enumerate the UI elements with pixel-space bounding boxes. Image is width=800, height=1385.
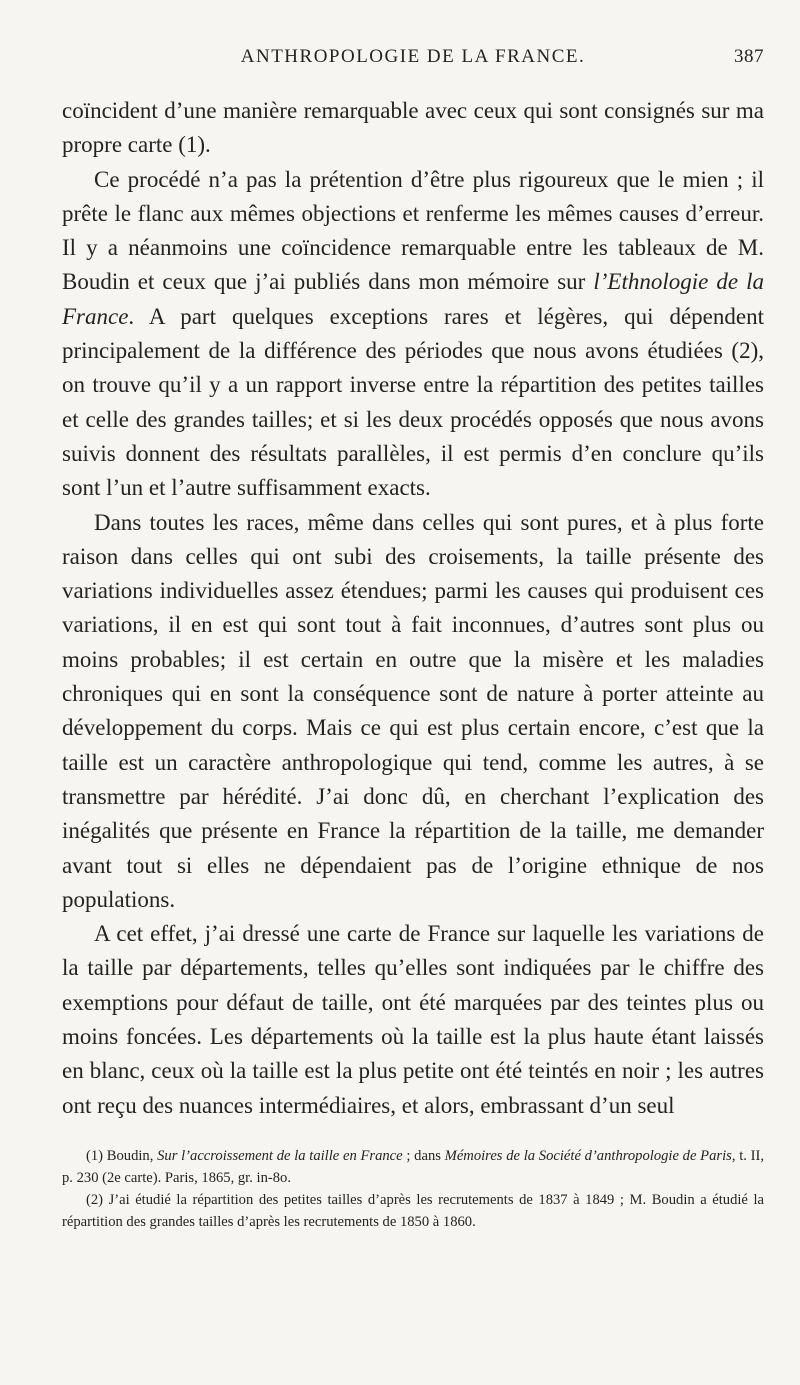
- footnote: [62, 1145, 764, 1189]
- text-run: (2) J’ai étudié la répartition des petites tailles d’après les recrutements de 1837 à 1849 ; M. Boudin a étudié la répartition des grandes tailles d’après les recrutements de 1850 à 1860.: [62, 1191, 764, 1230]
- text-run: , t. II, p. 230 (2e carte). Paris, 1865, gr. in-8o.: [62, 1147, 764, 1186]
- book-page: [62, 46, 764, 1233]
- text-run: A cet effet, j’ai dressé une carte de France sur laquelle les variations de la taille par départements, telles qu’elles sont indiquées par le chiffre des exemptions pour défaut de taille, ont été marquées par des teintes plus ou moins foncées. Les départements où la taille est la plus haute étant laissés en blanc, ceux où la taille est la plus petite ont été teintés en noir ; les autres ont reçu des nuances intermédiaires, et alors, embrassant d’un seul: [62, 921, 764, 1118]
- text-run: Ce procédé n’a pas la prétention d’être plus rigoureux que le mien ; il prête le flanc aux mêmes objections et renferme les mêmes causes d’erreur. Il y a néanmoins une coïncidence remarquable entre les tableaux de M. Boudin et ceux que j’ai publiés dans mon mémoire sur: [62, 166, 764, 295]
- text-run: . A part quelques exceptions rares et légères, qui dépendent principalement de la différence des périodes que nous avons étudiées (2), on trouve qu’il y a un rapport inverse entre la répartition des petites tailles et celle des grandes tailles; et si les deux procédés opposés que nous avons suivis donnent des résultats parallèles, il est permis d’en conclure qu’ils sont l’un et l’autre suffisamment exacts.: [62, 303, 764, 501]
- running-head-title: ANTHROPOLOGIE DE LA FRANCE.: [240, 46, 586, 67]
- body-text: [62, 94, 764, 1123]
- footnotes: [62, 1145, 764, 1233]
- italic-text-run: Sur l’accroissement de la taille en France: [157, 1147, 403, 1164]
- paragraph: [62, 94, 764, 163]
- paragraph: [62, 163, 764, 506]
- paragraph: [62, 917, 764, 1123]
- running-head: [62, 46, 764, 76]
- italic-text-run: Mémoires de la Société d’anthropologie de Paris: [444, 1147, 732, 1164]
- text-run: ; dans: [402, 1147, 445, 1164]
- italic-text-run: l’Ethnologie de la France: [62, 269, 764, 329]
- footnote: [62, 1189, 764, 1233]
- page-number: 387: [734, 46, 764, 67]
- text-run: (1) Boudin,: [86, 1147, 158, 1164]
- text-run: Dans toutes les races, même dans celles qui sont pures, et à plus forte raison dans celles qui ont subi des croisements, la taille présente des variations individuelles assez étendues; parmi les causes qui produisent ces variations, il en est qui sont tout à fait inconnues, d’autres sont plus ou moins probables; il est certain en outre que la misère et les maladies chroniques qui en sont la conséquence sont de nature à porter atteinte au développement du corps. Mais ce qui est plus certain encore, c’est que la taille est un caractère anthropologique qui tend, comme les autres, à se transmettre par hérédité. J’ai donc dû, en cherchant l’explication des inégalités que présente en France la répartition de la taille, me demander avant tout si elles ne dépendaient pas de l’origine ethnique de nos populations.: [62, 509, 764, 912]
- text-run: coïncident d’une manière remarquable avec ceux qui sont consignés sur ma propre carte (1).: [62, 98, 764, 158]
- paragraph: [62, 506, 764, 918]
